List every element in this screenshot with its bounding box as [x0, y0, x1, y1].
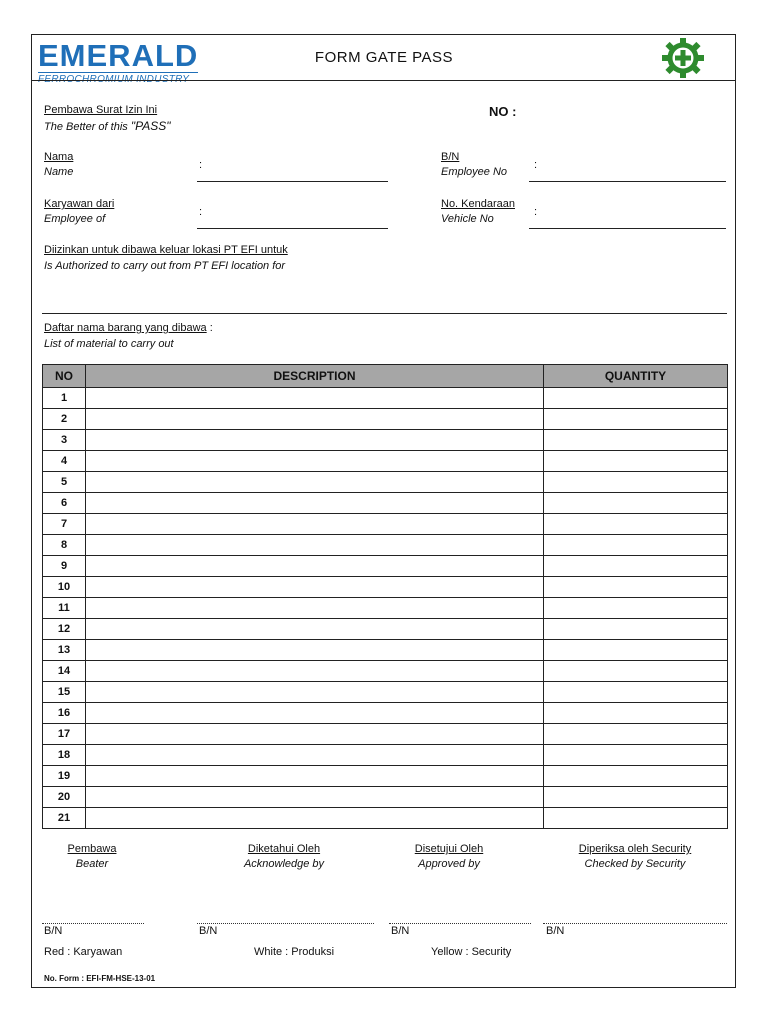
authorized-purpose-field[interactable] — [42, 313, 727, 314]
name-label-en: Name — [44, 166, 74, 178]
vehicle-no-field[interactable] — [529, 228, 726, 229]
vehicle-label-en: Vehicle No — [441, 213, 494, 225]
description-cell[interactable] — [86, 745, 544, 766]
vehicle-colon: : — [534, 206, 538, 218]
quantity-cell[interactable] — [544, 619, 728, 640]
bn-security: B/N — [546, 925, 565, 937]
gear-cross-icon — [658, 37, 708, 79]
description-cell[interactable] — [86, 682, 544, 703]
quantity-cell[interactable] — [544, 808, 728, 829]
table-row — [43, 535, 728, 556]
signature-security — [560, 843, 710, 870]
authorized-label-en: Is Authorized to carry out from PT EFI location for — [44, 260, 286, 272]
quantity-cell[interactable] — [544, 472, 728, 493]
table-row — [43, 514, 728, 535]
quantity-cell[interactable] — [544, 577, 728, 598]
description-cell[interactable] — [86, 787, 544, 808]
row-number: 14 — [43, 661, 86, 682]
quantity-cell[interactable] — [544, 745, 728, 766]
table-row — [43, 577, 728, 598]
signature-block — [17, 843, 751, 893]
table-row — [43, 640, 728, 661]
col-header-no: NO — [43, 365, 86, 388]
description-cell[interactable] — [86, 535, 544, 556]
signature-security-id: Diperiksa oleh Security — [578, 843, 692, 855]
description-cell[interactable] — [86, 724, 544, 745]
table-row — [43, 724, 728, 745]
description-cell[interactable] — [86, 556, 544, 577]
quantity-cell[interactable] — [544, 598, 728, 619]
table-row — [43, 766, 728, 787]
copy-white: White : Produksi — [254, 946, 335, 958]
form-code: No. Form : EFI-FM-HSE-13-01 — [44, 974, 156, 983]
quantity-cell[interactable] — [544, 430, 728, 451]
vehicle-label-id: No. Kendaraan — [441, 198, 515, 210]
description-cell[interactable] — [86, 409, 544, 430]
description-cell[interactable] — [86, 703, 544, 724]
materials-label-colon: : — [206, 322, 213, 334]
row-number: 3 — [43, 430, 86, 451]
table-row — [43, 598, 728, 619]
row-number: 19 — [43, 766, 86, 787]
row-number: 10 — [43, 577, 86, 598]
row-number: 20 — [43, 787, 86, 808]
signature-approved-en: Approved by — [418, 858, 480, 870]
bearer-pass-text: "PASS" — [130, 119, 171, 133]
copy-yellow: Yellow : Security — [431, 946, 512, 958]
signature-acknowledge-en: Acknowledge by — [243, 858, 325, 870]
description-cell[interactable] — [86, 430, 544, 451]
row-number: 7 — [43, 514, 86, 535]
quantity-cell[interactable] — [544, 514, 728, 535]
row-number: 8 — [43, 535, 86, 556]
row-number: 2 — [43, 409, 86, 430]
table-row — [43, 472, 728, 493]
row-number: 15 — [43, 682, 86, 703]
quantity-cell[interactable] — [544, 766, 728, 787]
signature-acknowledge-id: Diketahui Oleh — [247, 843, 321, 855]
name-field[interactable] — [197, 181, 388, 182]
name-label-id: Nama — [44, 151, 74, 163]
quantity-cell[interactable] — [544, 556, 728, 577]
quantity-cell[interactable] — [544, 388, 728, 409]
quantity-cell[interactable] — [544, 682, 728, 703]
table-row — [43, 556, 728, 577]
logo-wordmark: EMERALD — [38, 38, 199, 73]
name-colon: : — [199, 159, 203, 171]
bn-label-id: B/N — [441, 151, 460, 163]
copy-red: Red : Karyawan — [44, 946, 123, 958]
row-number: 16 — [43, 703, 86, 724]
signature-line-security[interactable] — [543, 923, 727, 924]
signature-approved — [374, 843, 524, 870]
bn-label-en: Employee No — [441, 166, 508, 178]
bn-approved: B/N — [391, 925, 410, 937]
quantity-cell[interactable] — [544, 661, 728, 682]
signature-bearer-en: Beater — [75, 858, 109, 870]
description-cell[interactable] — [86, 661, 544, 682]
table-row — [43, 451, 728, 472]
row-number: 18 — [43, 745, 86, 766]
table-row — [43, 682, 728, 703]
quantity-cell[interactable] — [544, 703, 728, 724]
description-cell[interactable] — [86, 640, 544, 661]
bearer-label-en-text: The Better of this — [44, 121, 131, 133]
col-header-quantity: QUANTITY — [544, 365, 728, 388]
table-row — [43, 619, 728, 640]
row-number: 11 — [43, 598, 86, 619]
description-cell[interactable] — [86, 766, 544, 787]
signature-approved-id: Disetujui Oleh — [414, 843, 484, 855]
table-row — [43, 430, 728, 451]
description-cell[interactable] — [86, 598, 544, 619]
col-header-description: DESCRIPTION — [86, 365, 544, 388]
table-row — [43, 745, 728, 766]
quantity-cell[interactable] — [544, 535, 728, 556]
employer-field[interactable] — [197, 228, 388, 229]
header-divider — [32, 80, 736, 81]
signature-acknowledge — [209, 843, 359, 870]
form-title: FORM GATE PASS — [314, 49, 454, 66]
row-number: 13 — [43, 640, 86, 661]
description-cell[interactable] — [86, 451, 544, 472]
signature-line-acknowledge[interactable] — [197, 923, 374, 924]
table-row — [43, 409, 728, 430]
description-cell[interactable] — [86, 808, 544, 829]
row-number: 17 — [43, 724, 86, 745]
row-number: 6 — [43, 493, 86, 514]
signature-line-approved[interactable] — [389, 923, 531, 924]
row-number: 9 — [43, 556, 86, 577]
description-cell[interactable] — [86, 619, 544, 640]
bearer-label-id: Pembawa Surat Izin Ini — [44, 104, 158, 116]
quantity-cell[interactable] — [544, 493, 728, 514]
employee-no-field[interactable] — [529, 181, 726, 182]
signature-security-en: Checked by Security — [584, 858, 686, 870]
table-row — [43, 703, 728, 724]
quantity-cell[interactable] — [544, 451, 728, 472]
employer-label-id: Karyawan dari — [44, 198, 115, 210]
row-number: 5 — [43, 472, 86, 493]
table-row — [43, 493, 728, 514]
signature-bearer — [17, 843, 167, 870]
row-number: 4 — [43, 451, 86, 472]
employer-colon: : — [199, 206, 203, 218]
row-number: 12 — [43, 619, 86, 640]
description-cell[interactable] — [86, 388, 544, 409]
employer-label-en: Employee of — [44, 213, 106, 225]
quantity-cell[interactable] — [544, 409, 728, 430]
row-number: 21 — [43, 808, 86, 829]
row-number: 1 — [43, 388, 86, 409]
table-header-row — [43, 365, 728, 388]
quantity-cell[interactable] — [544, 640, 728, 661]
materials-label-en: List of material to carry out — [44, 338, 174, 350]
bn-bearer: B/N — [44, 925, 63, 937]
bearer-label-en — [44, 119, 170, 133]
authorized-label-id: Diizinkan untuk dibawa keluar lokasi PT EFI untuk — [44, 244, 288, 256]
materials-label-id-text: Daftar nama barang yang dibawa — [44, 322, 207, 334]
form-number-label: NO : — [489, 104, 517, 119]
materials-table — [42, 364, 728, 829]
materials-label-id — [44, 322, 213, 334]
quantity-cell[interactable] — [544, 787, 728, 808]
table-row — [43, 661, 728, 682]
signature-line-bearer[interactable] — [42, 923, 144, 924]
table-row — [43, 388, 728, 409]
table-row — [43, 808, 728, 829]
description-cell[interactable] — [86, 577, 544, 598]
bn-colon: : — [534, 159, 538, 171]
description-cell[interactable] — [86, 514, 544, 535]
table-row — [43, 787, 728, 808]
bn-acknowledge: B/N — [199, 925, 218, 937]
description-cell[interactable] — [86, 493, 544, 514]
description-cell[interactable] — [86, 472, 544, 493]
logo-subtitle: FERROCHROMIUM INDUSTRY — [38, 72, 198, 85]
quantity-cell[interactable] — [544, 724, 728, 745]
signature-bearer-id: Pembawa — [67, 843, 117, 855]
